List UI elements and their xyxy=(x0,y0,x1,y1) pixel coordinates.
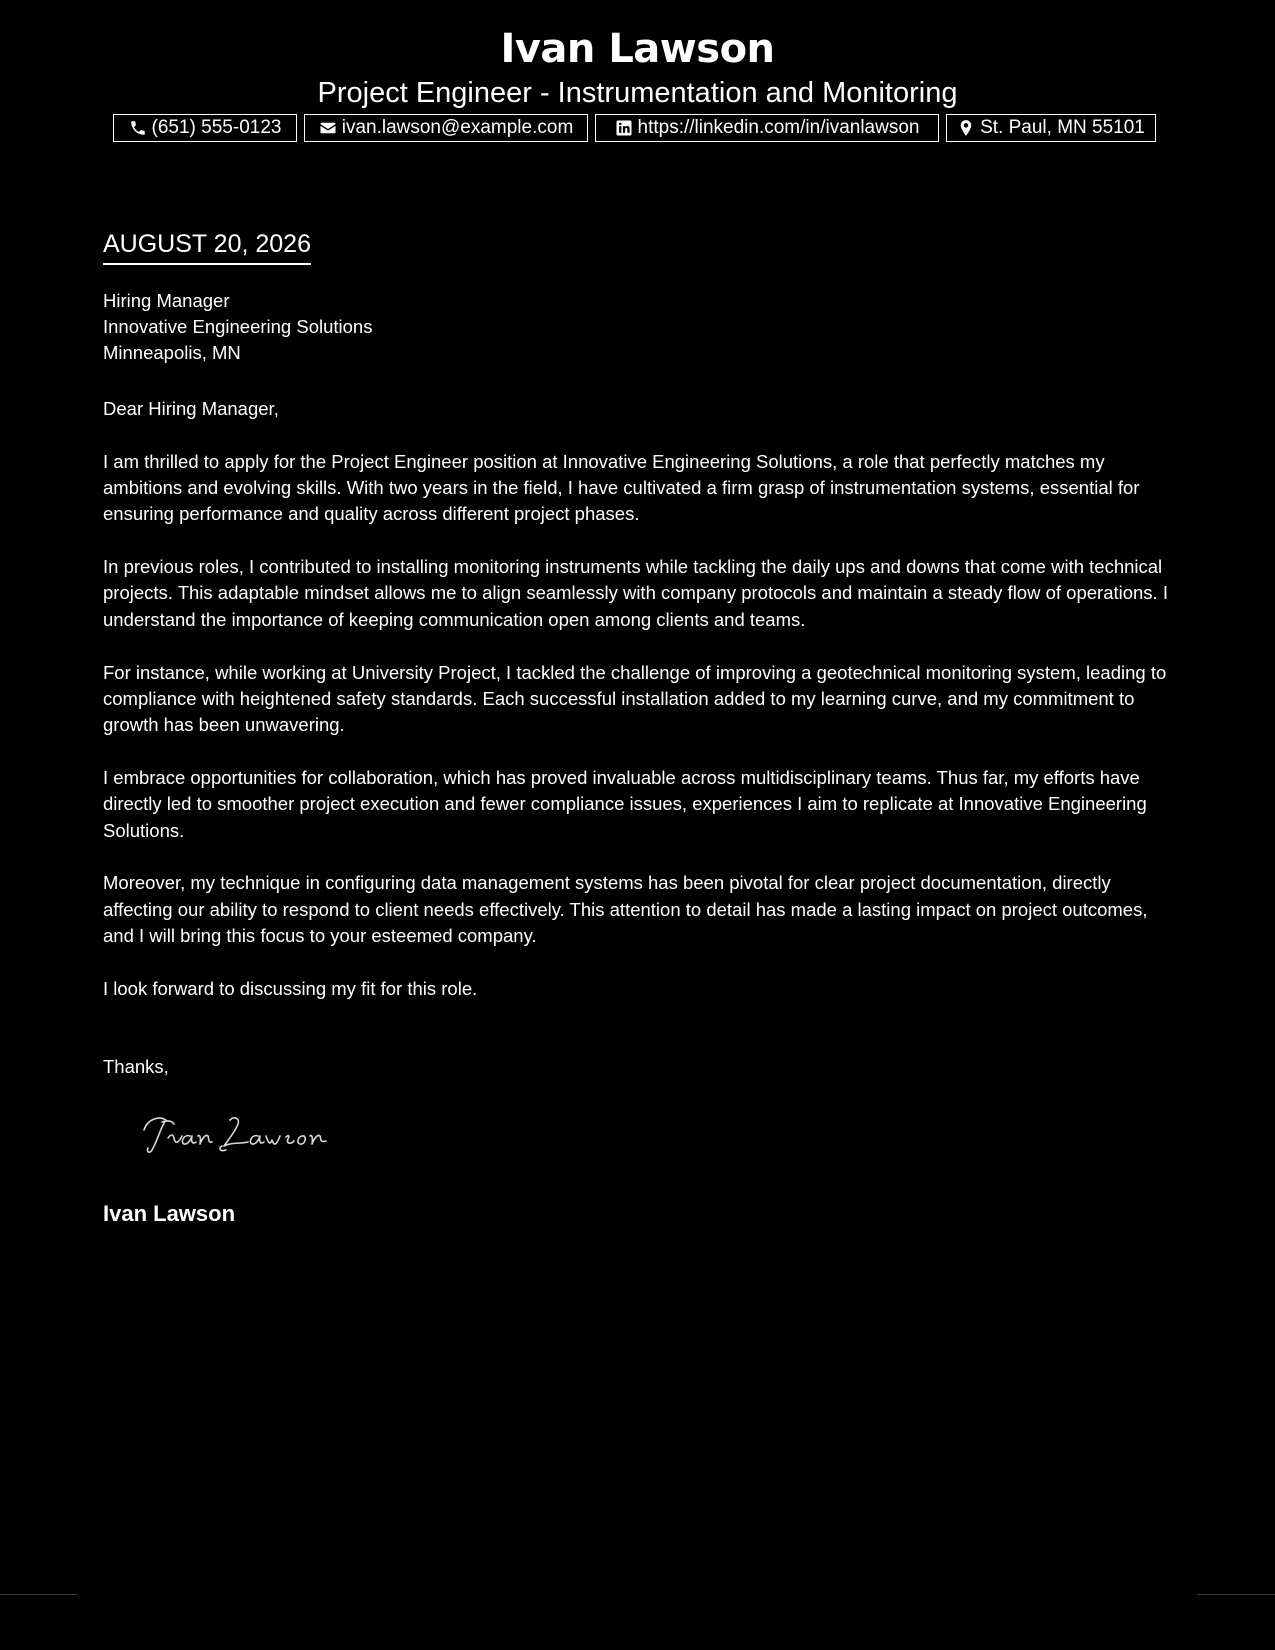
letter-body xyxy=(103,396,1178,1029)
contact-linkedin-text: https://linkedin.com/in/ivanlawson xyxy=(637,117,920,138)
phone-icon xyxy=(129,119,147,137)
contact-bar xyxy=(113,114,1156,142)
contact-location-text: St. Paul, MN 55101 xyxy=(980,117,1145,138)
footer-divider-left xyxy=(0,1594,77,1595)
contact-location[interactable] xyxy=(946,114,1156,142)
recipient-company: Innovative Engineering Solutions xyxy=(103,316,373,337)
contact-phone[interactable] xyxy=(113,114,297,142)
body-paragraph: I look forward to discussing my fit for this role. xyxy=(103,977,478,999)
signed-name: Ivan Lawson xyxy=(103,1201,236,1226)
contact-phone-text: (651) 555-0123 xyxy=(151,117,282,138)
body-paragraph: Moreover, my technique in configuring data management systems has been pivotal for clear project documentation, directly affecting our ability to respond to client needs effectively. This attention to detail has made a lasting impact on project outcomes, and I will bring this focus to your esteemed company. xyxy=(103,872,1148,946)
closing: Thanks, xyxy=(103,1056,169,1077)
contact-email-text: ivan.lawson@example.com xyxy=(341,117,574,138)
body-paragraph: In previous roles, I contributed to installing monitoring instruments while tackling the daily ups and downs that come with technical projects. This adaptable mindset allows me to align seamlessly with company protocols and maintain a steady flow of operations. I understand the importance of keeping communication open among clients and teams. xyxy=(103,556,1168,630)
body-paragraph: For instance, while working at University Project, I tackled the challenge of improving a geotechnical monitoring system, leading to compliance with heightened safety standards. Each successful installation added to my learning curve, and my commitment to growth has been unwavering. xyxy=(103,661,1167,736)
linkedin-icon xyxy=(615,119,633,137)
body-paragraph: I am thrilled to apply for the Project Engineer position at Innovative Engineering Solutions, a role that perfectly matches my ambitions and evolving skills. With two years in the field, I have cultivated a firm grasp of instrumentation systems, essential for ensuring performance and quality across different project phases. xyxy=(103,450,1140,525)
contact-email[interactable] xyxy=(304,114,588,142)
applicant-headline: Project Engineer - Instrumentation and Monitoring xyxy=(317,77,958,109)
body-paragraph: I embrace opportunities for collaboration, which has proved invaluable across multidisciplinary teams. Thus far, my efforts have directly led to smoother project execution and fewer compliance issues, experiences I aim to replicate at Innovative Engineering Solutions. xyxy=(103,766,1147,841)
footer-divider-right xyxy=(1197,1594,1275,1595)
recipient-location: Minneapolis, MN xyxy=(103,342,241,363)
contact-linkedin[interactable] xyxy=(595,114,939,142)
envelope-icon xyxy=(319,119,337,137)
applicant-name: Ivan Lawson xyxy=(500,26,775,72)
recipient-block xyxy=(103,288,372,366)
handwritten-signature xyxy=(138,1108,338,1160)
recipient-title: Hiring Manager xyxy=(103,290,230,311)
map-marker-icon xyxy=(957,119,975,137)
salutation: Dear Hiring Manager, xyxy=(103,398,279,419)
letter-header xyxy=(0,22,1275,110)
letter-date: AUGUST 20, 2026 xyxy=(103,229,311,265)
